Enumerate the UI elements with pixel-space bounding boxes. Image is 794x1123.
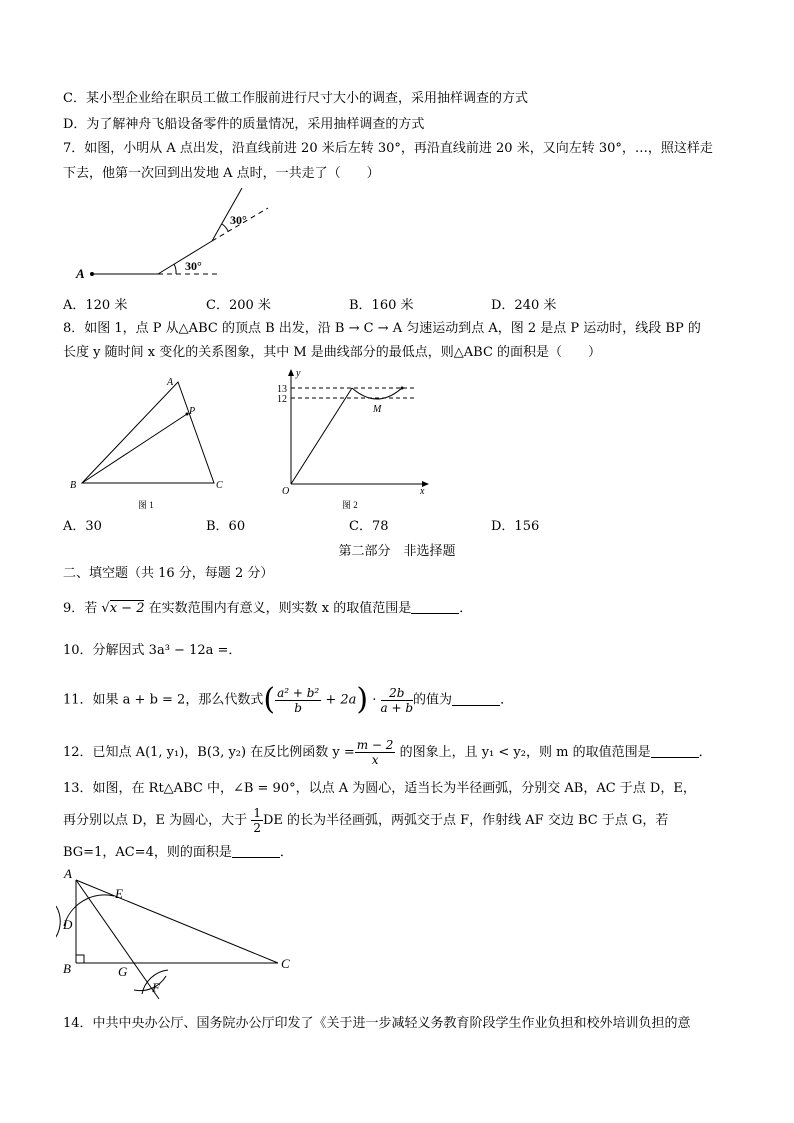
- q13-label-a: A: [64, 866, 72, 881]
- q7-point-a: [90, 272, 94, 276]
- q8-triangle-abc: [82, 382, 214, 483]
- q13-end: ．: [279, 845, 293, 860]
- q8-option-d: D．156: [491, 519, 540, 534]
- q13-label-c: C: [281, 956, 290, 971]
- q7-option-c: C．200 米: [206, 298, 271, 313]
- q9-radicand: x − 2: [109, 601, 145, 616]
- q9-answer-blank[interactable]: [411, 599, 459, 614]
- q8-tick-12: 12: [277, 394, 287, 405]
- q8-caption-1: 图 1: [138, 500, 154, 510]
- q8-stem-line1: 8．如图 1，点 P 从△ABC 的顶点 B 出发，沿 B → C → A 匀速运动到点 A，图 2 是点 P 运动时，线段 BP 的: [63, 321, 701, 336]
- q10: 10．分解因式 3a³ − 12a =．: [63, 643, 242, 658]
- q7-option-a: A．120 米: [63, 298, 128, 313]
- q13-label-e: E: [115, 886, 123, 901]
- q12-prefix: 12．已知点 A(1, y₁)，B(3, y₂) 在反比例函数 y =: [63, 745, 355, 760]
- q6-option-d: D．为了解神舟飞船设备零件的质量情况，采用抽样调查的方式: [63, 117, 425, 132]
- q13-line3-text: BG=1，AC=4，则的面积是: [63, 845, 232, 860]
- q8-figure-2: [276, 366, 436, 514]
- q11-prefix: 11．如果 a + b = 2，那么代数式: [63, 692, 264, 708]
- q11-left-paren: (: [263, 682, 276, 717]
- q12-end: ．: [698, 745, 712, 760]
- q7-label-a: A: [76, 266, 85, 281]
- q13-half-fraction: $\frac{1}{2}$: [253, 806, 261, 835]
- q8-label-c: C: [216, 480, 223, 491]
- q12-fraction: $\frac{m - 2}{x}$: [356, 738, 394, 767]
- q12: [63, 735, 712, 771]
- q13-line2-prefix: 再分别以点 D，E 为圆心，大于: [63, 813, 252, 828]
- q7-angle-label-1: 30°: [185, 259, 202, 273]
- q11-fraction-2: $\frac{2b}{a + b}$: [380, 685, 414, 715]
- q8-label-b: B: [70, 480, 77, 491]
- q13-side-ac: [76, 880, 278, 963]
- q13-stem-line3: [63, 843, 293, 863]
- q13-answer-blank[interactable]: [232, 843, 280, 858]
- q8-segment-bp: [82, 414, 187, 483]
- q7-angle-arc-2: [222, 224, 228, 231]
- q8-stem-line2: 长度 y 随时间 x 变化的关系图象，其中 M 是曲线部分的最低点，则△ABC 的面积是（ ）: [63, 345, 602, 360]
- q8-graph-curve: [352, 388, 402, 399]
- section2-heading: 二、填空题（共 16 分，每题 2 分）: [63, 566, 274, 581]
- q11-end: ．: [500, 692, 514, 708]
- q11-answer-blank[interactable]: [452, 691, 500, 706]
- q13-label-g: G: [118, 964, 128, 979]
- q9: [63, 599, 472, 619]
- q8-figure-1: [66, 372, 236, 514]
- q13-right-angle-mark: [76, 955, 84, 963]
- q8-graph-linear: [291, 388, 352, 484]
- q9-prefix: 9．若: [63, 601, 102, 616]
- q7-option-b: B．160 米: [349, 298, 414, 313]
- q8-label-y: y: [296, 368, 301, 379]
- q11-right-paren: ): [356, 682, 369, 717]
- q9-sqrt: √x − 2: [101, 601, 145, 616]
- q11: 11．如果 a + b = 2，那么代数式( $\frac{\text{a² + b²}}{b}$ + 2a) · $\frac{2b}{a + b}$ 的值为 ．: [63, 682, 514, 717]
- q11-text: 的值为: [413, 692, 453, 708]
- q7-option-d: D．240 米: [491, 298, 557, 313]
- q13-stem-line2: [63, 804, 668, 838]
- q8-option-a: A．30: [63, 519, 102, 534]
- q9-end: ．: [459, 601, 473, 616]
- q11-plus: + 2a: [321, 692, 357, 708]
- q8-tick-13: 13: [277, 384, 287, 395]
- q8-option-b: B．60: [206, 519, 246, 534]
- q8-option-c: C．78: [349, 519, 389, 534]
- q13-line2-text: DE 的长为半径画弧，两弧交于点 F，作射线 AF 交边 BC 于点 G，若: [262, 813, 669, 828]
- q7-angle-arc-1: [174, 264, 176, 274]
- q8-label-p: P: [189, 406, 196, 417]
- q8-y-arrow: [288, 369, 294, 376]
- q12-answer-blank[interactable]: [651, 743, 699, 758]
- q7-angle-label-2: 30°: [230, 213, 247, 227]
- q13-arc-d: [56, 906, 60, 942]
- q13-label-f: F: [152, 980, 160, 995]
- part2-heading: 第二部分 非选择题: [338, 544, 456, 559]
- q7-stem-line2: 下去，他第一次回到出发地 A 点时，一共走了（ ）: [63, 166, 380, 181]
- q14-stem-line1: 14．中共中央办公厅、国务院办公厅印发了《关于进一步减轻义务教育阶段学生作业负担和校外培训负担的意: [63, 1016, 691, 1031]
- q8-label-x: x: [420, 486, 425, 497]
- q7-figure: [70, 186, 280, 286]
- q8-caption-2: 图 2: [342, 500, 358, 510]
- q11-fraction-1: $\frac{\text{a² + b²}}{b}$: [277, 685, 320, 715]
- q7-stem-line1: 7．如图，小明从 A 点出发，沿直线前进 20 米后左转 30°，再沿直线前进 20 米，又向左转 30°，…，照这样走: [63, 141, 713, 156]
- q8-label-a: A: [167, 377, 174, 388]
- q13-label-d: D: [63, 917, 73, 932]
- q12-text: 的图象上，且 y₁ < y₂，则 m 的取值范围是: [395, 745, 651, 760]
- q13-stem-line1: 13．如图，在 Rt△ABC 中，∠B = 90°，以点 A 为圆心，适当长为半径画弧，分别交 AB，AC 于点 D，E，: [63, 781, 696, 796]
- q8-label-o: O: [282, 486, 290, 497]
- q6-option-c: C．某小型企业给在职员工做工作服前进行尺寸大小的调查，采用抽样调查的方式: [63, 91, 528, 106]
- q8-curve-end: [401, 387, 404, 390]
- q9-text: 在实数范围内有意义，则实数 x 的取值范围是: [144, 601, 412, 616]
- q13-label-b: B: [63, 961, 71, 976]
- q13-figure: [56, 866, 306, 1004]
- q8-label-m: M: [373, 404, 382, 415]
